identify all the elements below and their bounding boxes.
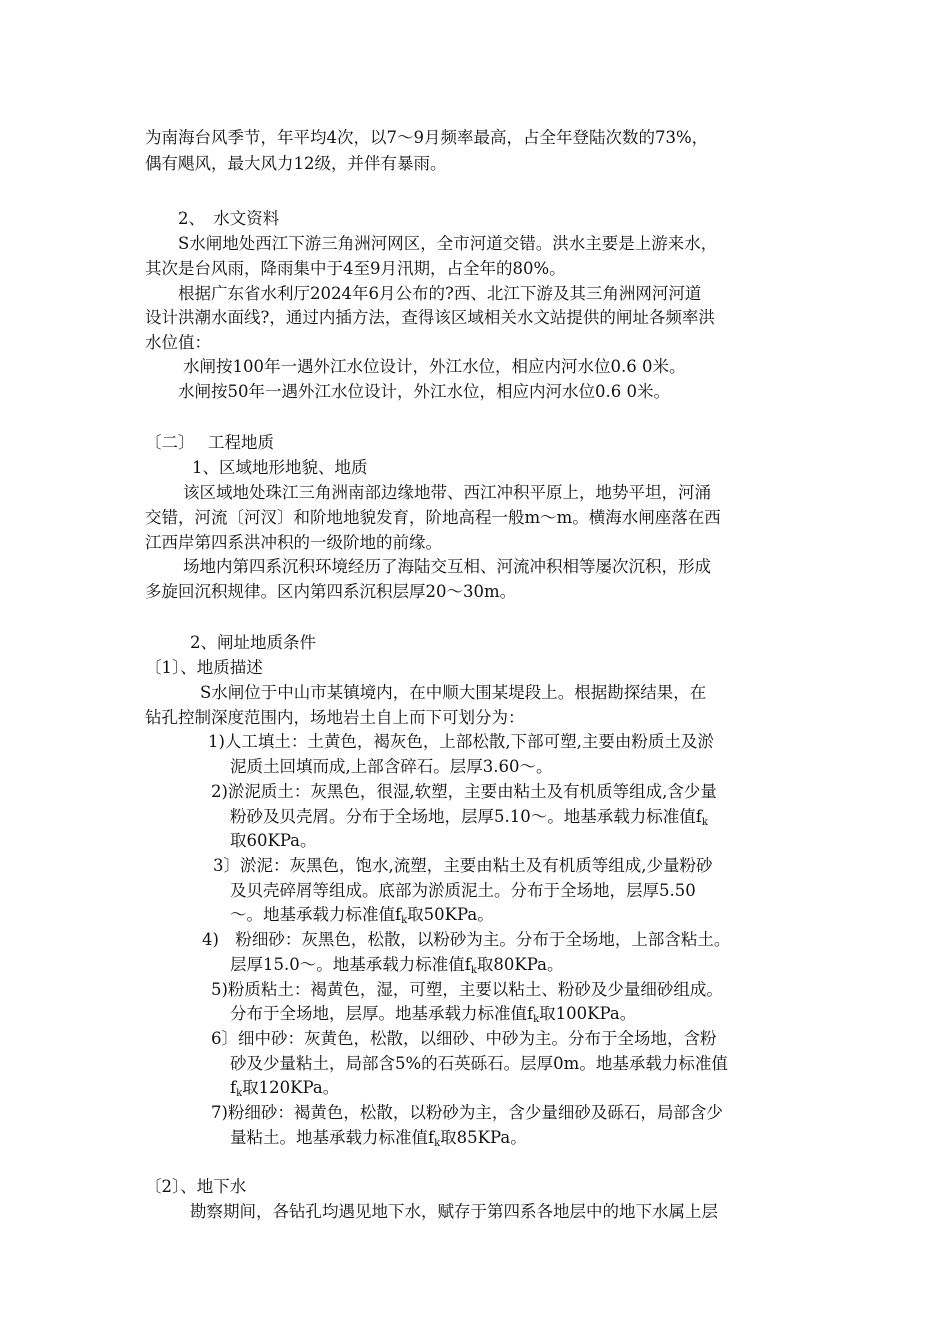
groundwater-line1: 勘察期间，各钻孔均遇见地下水，赋存于第四系各地层中的地下水属上层 — [190, 1202, 718, 1221]
hydrology-heading: 2、 水文资料 — [178, 209, 280, 228]
layer5-line1: 5)粉质粘土：褐黄色，湿，可塑，主要以粘土、粉砂及少量细砂组成。 — [211, 980, 723, 999]
climate-line-1: 为南海台风季节，年平均4次，以7～9月频率最高，占全年登陆次数的73%， — [145, 128, 709, 147]
hydrology-para1-line1: S水闸地处西江下游三角洲河网区，全市河道交错。洪水主要是上游来水， — [178, 234, 718, 253]
layer7-line1: 7)粉细砂：褐黄色，松散，以粉砂为主，含少量细砂及砾石，局部含少 — [211, 1103, 723, 1122]
hydrology-para1-line2: 其次是台风雨，降雨集中于4至9月汛期，占全年的80%。 — [145, 259, 566, 278]
layer4-line1: 4) 粉细砂：灰黑色，松散，以粉砂为主。分布于全场地，上部含粘土。 — [202, 930, 731, 949]
layer6-line3: $f_k$取120KPa。 — [230, 1078, 340, 1099]
layer4-line2: 层厚15.0～。地基承载力标准值$f_k$取80KPa。 — [230, 955, 564, 976]
site-subheading-2: 〔2〕、地下水 — [145, 1177, 247, 1196]
layer3-line2: 及贝壳碎屑等组成。底部为淤质泥土。分布于全场地，层厚5.50 — [230, 881, 696, 900]
climate-line-2: 偶有飓风，最大风力12级，并伴有暴雨。 — [145, 154, 447, 173]
hydrology-50yr: 水闸按50年一遇外江水位设计，外江水位，相应内河水位0.6 0米。 — [178, 382, 670, 401]
layer1-line2: 泥质土回填而成,上部含碎石。层厚3.60～。 — [230, 757, 553, 776]
hydrology-para2-line3: 水位值： — [145, 333, 211, 352]
layer1-line1: 1)人工填土：土黄色，褐灰色，上部松散,下部可塑,主要由粉质土及淤 — [208, 732, 714, 751]
site-heading: 2、闸址地质条件 — [190, 633, 316, 652]
site-para1-line1: S水闸位于中山市某镇境内，在中顺大围某堤段上。根据勘探结果，在 — [200, 683, 707, 702]
layer2-line1: 2)淤泥质土：灰黑色，很湿,软塑，主要由粘土及有机质等组成,含少量 — [211, 782, 717, 801]
geology-heading: 〔二〕 工程地质 — [145, 433, 274, 452]
geology-para1-line3: 江西岸第四系洪冲积的一级阶地的前缘。 — [145, 533, 442, 552]
layer6-line1: 6〕细中砂：灰黄色，松散，以细砂、中砂为主。分布于全场地，含粉 — [211, 1029, 717, 1048]
site-para1-line2: 钻孔控制深度范围内，场地岩土自上而下可划分为： — [145, 708, 525, 727]
geology-para1-line2: 交错，河流〔河汊〕和阶地地貌发育，阶地高程一般m～m。横海水闸座落在西 — [145, 508, 721, 527]
layer2-line3: 取60KPa。 — [230, 831, 317, 850]
geology-subheading-1: 1、区域地形地貌、地质 — [192, 458, 368, 477]
layer3-line3: ～。地基承载力标准值$f_k$取50KPa。 — [230, 905, 494, 926]
layer2-line2: 粉砂及贝壳屑。分布于全场地，层厚5.10～。地基承载力标准值$f_k$ — [230, 807, 708, 828]
geology-para2-line2: 多旋回沉积规律。区内第四系沉积层厚20～30m。 — [145, 582, 517, 601]
hydrology-para2-line1: 根据广东省水利厅2024年6月公布的?西、北江下游及其三角洲网河河道 — [178, 284, 702, 303]
layer5-line2: 分布于全场地，层厚。地基承载力标准值$f_k$取100KPa。 — [230, 1004, 637, 1025]
layer3-line1: 3〕淤泥：灰黑色，饱水,流塑，主要由粘土及有机质等组成,少量粉砂 — [213, 856, 713, 875]
geology-para1-line1: 该区域地处珠江三角洲南部边缘地带、西江冲积平原上，地势平坦，河涌 — [183, 483, 711, 502]
site-subheading-1: 〔1〕、地质描述 — [145, 658, 263, 677]
layer7-line2: 量粘土。地基承载力标准值$f_k$取85KPa。 — [230, 1128, 527, 1149]
layer6-line2: 砂及少量粘土，局部含5%的石英砾石。层厚0m。地基承载力标准值 — [230, 1054, 728, 1073]
hydrology-100yr: 水闸按100年一遇外江水位设计，外江水位，相应内河水位0.6 0米。 — [183, 357, 686, 376]
hydrology-para2-line2: 设计洪潮水面线?，通过内插方法，查得该区域相关水文站提供的闸址各频率洪 — [145, 308, 715, 327]
geology-para2-line1: 场地内第四系沉积环境经历了海陆交互相、河流冲积相等屡次沉积，形成 — [183, 557, 711, 576]
